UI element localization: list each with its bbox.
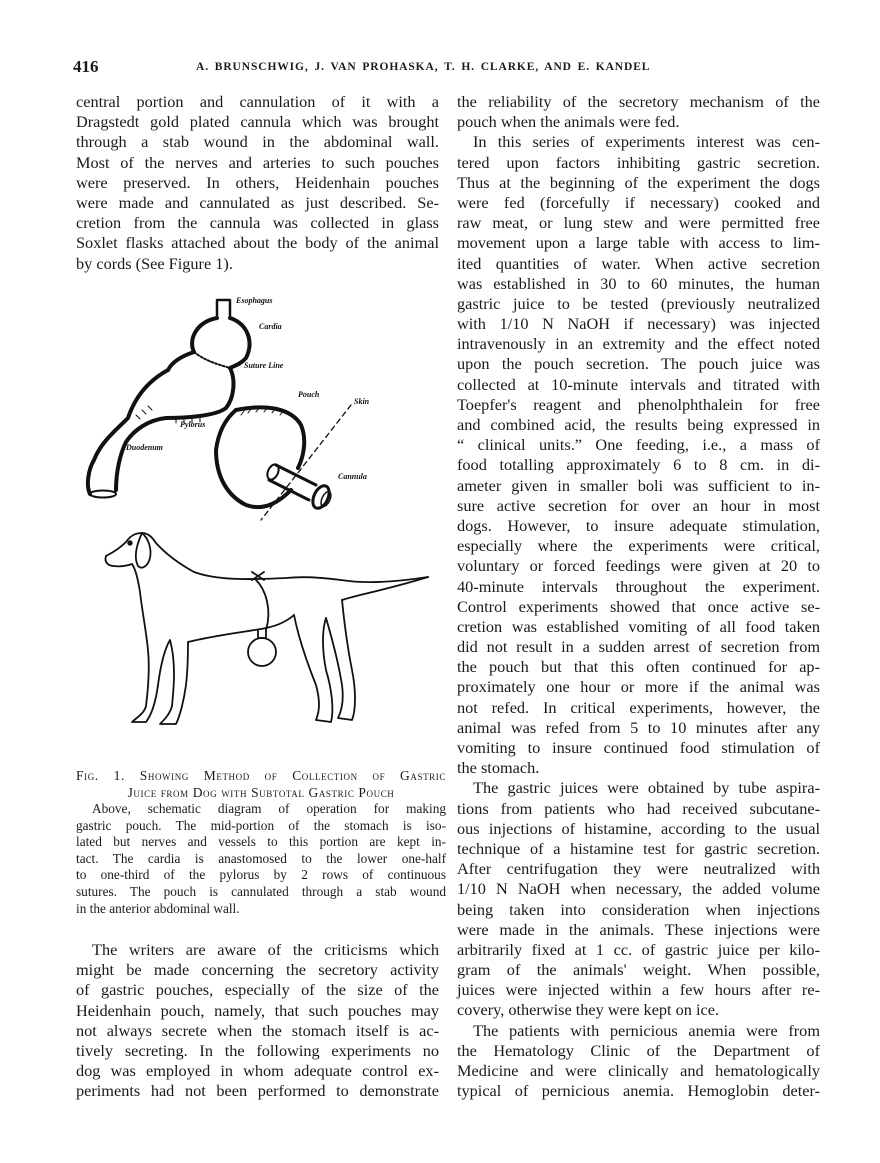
text-line: animal was refed from 5 to 10 minutes after any xyxy=(457,717,820,737)
text-line: covery, otherwise they were kept on ice. xyxy=(457,1000,720,1020)
text-line: central portion and cannulation of it with a xyxy=(76,92,439,111)
text-line: upon the pouch secretion. The pouch juice was xyxy=(457,354,820,374)
text-line: 1/10 N NaOH when necessary, the added volume xyxy=(457,879,820,899)
label-suture-line: Suture Line xyxy=(244,361,284,370)
text-line: cretion from the cannula was collected in glass xyxy=(76,213,439,233)
text-line: 40-minute intervals throughout the experiment. xyxy=(457,576,820,596)
text-line: ited quantities of water. When active secretion xyxy=(457,253,820,273)
text-line: tions from patients who had received subcutane- xyxy=(457,798,820,818)
text-line: intravenously in an extremity and the effect noted xyxy=(457,334,820,354)
text-line: collected at 10-minute intervals and titrated with xyxy=(457,374,820,394)
text-line: In this series of experiments interest was cen- xyxy=(473,132,820,152)
caption-line: lated but nerves and vessels to this portion are kept in- xyxy=(76,834,446,850)
text-line: dog was employed in whom adequate control ex- xyxy=(76,1061,439,1081)
text-line: The patients with pernicious anemia were from xyxy=(473,1020,820,1040)
label-cardia: Cardia xyxy=(259,322,282,331)
text-line: After centrifugation they were neutralized with xyxy=(457,859,820,879)
caption-line: Above, schematic diagram of operation for making xyxy=(92,801,446,816)
text-line: Soxlet flasks attached about the body of the animal xyxy=(76,233,439,253)
text-line: juices were injected within a few hours after re- xyxy=(457,980,820,1000)
label-cannula: Cannula xyxy=(338,472,367,481)
right-column xyxy=(457,92,820,1101)
label-pouch: Pouch xyxy=(298,390,320,399)
text-line: was established in 30 to 60 minutes, the human xyxy=(457,273,820,293)
text-line: gram of the animals' weight. When possible, xyxy=(457,960,820,980)
figure-caption-title xyxy=(76,767,446,801)
text-line: sure active secretion for over an hour in most xyxy=(457,495,820,515)
text-line: were made and cannulated as just described. Se- xyxy=(76,192,439,212)
text-line: and combined acid, the results being expressed in xyxy=(457,415,820,434)
text-line: the Hematology Clinic of the Department of xyxy=(457,1040,820,1060)
caption-line: in the anterior abdominal wall. xyxy=(76,900,240,916)
label-duodenum: Duodenum xyxy=(126,443,163,452)
text-line: pouch when the animals were fed. xyxy=(457,112,680,132)
text-line: periments had not been performed to demonstrate xyxy=(76,1081,439,1101)
page-number: 416 xyxy=(73,57,99,76)
text-line: the stomach. xyxy=(457,758,540,778)
text-line: not always secrete when the stomach itself is ac- xyxy=(76,1020,439,1040)
text-line: raw meat, or lung stew and were permitted free xyxy=(457,213,820,233)
text-line: proximately one hour or more if the animal was xyxy=(457,677,820,697)
text-line: Toepfer's reagent and phenolphthalein for free xyxy=(457,394,820,414)
label-skin: Skin xyxy=(354,397,370,406)
text-line: Most of the nerves and arteries to such pouches xyxy=(76,152,439,172)
text-line: Dragstedt gold plated cannula which was brought xyxy=(76,112,439,132)
text-line: through a stab wound in the abdominal wall. xyxy=(76,132,439,152)
text-line: The writers are aware of the criticisms which xyxy=(92,940,439,959)
text-line: by cords (See Figure 1). xyxy=(76,253,233,273)
text-line: dogs. However, to insure adequate stimulation, xyxy=(457,515,820,535)
figure-caption-body xyxy=(76,801,446,917)
text-line: gastric juice to be tested (previously neutralized xyxy=(457,293,820,313)
text-line: vomiting to insure continued food stimulation of xyxy=(457,738,820,757)
text-line: The gastric juices were obtained by tube aspira- xyxy=(473,778,820,798)
text-line: were made in the animals. These injections were xyxy=(457,919,820,939)
text-line: Heidenhain pouch, namely, that such pouches may xyxy=(76,1000,439,1020)
text-line: might be made concerning the secretory activity xyxy=(76,960,439,980)
running-head: A. BRUNSCHWIG, J. VAN PROHASKA, T. H. CLARKE, AND E. KANDEL xyxy=(196,61,651,73)
caption-line: sutures. The pouch is cannulated through a stab wound xyxy=(76,883,446,899)
text-line: ameter given in smaller boli was sufficient to in- xyxy=(457,475,820,495)
caption-title-line: Juice from Dog with Subtotal Gastric Pouch xyxy=(127,785,395,800)
text-line: Control experiments showed that once active se- xyxy=(457,596,820,616)
text-line: typical of pernicious anemia. Hemoglobin deter- xyxy=(457,1081,820,1101)
left-column-paragraph-1 xyxy=(76,92,439,274)
figure-1 xyxy=(76,290,446,760)
text-line: movement upon a large table with access to lim- xyxy=(457,233,820,253)
text-line: “ clinical units.” One feeding, i.e., a mass of xyxy=(457,435,820,455)
text-line: of gastric pouches, especially of the size of the xyxy=(76,980,439,1000)
caption-line: gastric pouch. The mid-portion of the stomach is iso- xyxy=(76,817,446,833)
text-line: were preserved. In others, Heidenhain pouches xyxy=(76,172,439,192)
caption-line: tact. The cardia is anastomosed to the lower one-half xyxy=(76,850,446,866)
text-line: ous injections of histamine, according to the usual xyxy=(457,818,820,838)
text-line: Medicine and were clinically and hematologically xyxy=(457,1061,820,1080)
text-line: the pouch but that this often continued for ap- xyxy=(457,657,820,677)
caption-title-line: Fig. 1. Showing Method of Collection of Gastric xyxy=(76,768,446,783)
left-column-paragraph-2 xyxy=(76,940,439,1102)
text-line: did not result in a sudden arrest of secretion from xyxy=(457,637,820,657)
text-line: tively secreting. In the following experiments no xyxy=(76,1040,439,1060)
text-line: being taken into consideration when injections xyxy=(457,899,820,919)
caption-line: to one-third of the pylorus by 2 rows of continuous xyxy=(76,867,446,883)
label-pylorus: Pylorus xyxy=(180,420,206,429)
text-line: technique of a histamine test for gastric secretion. xyxy=(457,838,820,858)
text-line: voluntary or forced feedings were given at 20 to xyxy=(457,556,820,576)
label-esophagus: Esophagus xyxy=(236,296,273,305)
text-line: Thus at the beginning of the experiment the dogs xyxy=(457,172,820,192)
text-line: tered upon factors inhibiting gastric secretion. xyxy=(457,152,820,172)
text-line: arbitrarily fixed at 1 cc. of gastric juice per kilo- xyxy=(457,939,820,959)
text-line: not refed. In critical experiments, however, the xyxy=(457,697,820,717)
text-line: were fed (forcefully if necessary) cooked and xyxy=(457,192,820,212)
text-line: cretion was established vomiting of all food taken xyxy=(457,616,820,636)
text-line: especially where the experiments were critical, xyxy=(457,536,820,556)
text-line: with 1/10 N NaOH if necessary) was injected xyxy=(457,314,820,334)
text-line: the reliability of the secretory mechanism of the xyxy=(457,92,820,111)
text-line: food totalling approximately 6 to 8 cm. in di- xyxy=(457,455,820,475)
